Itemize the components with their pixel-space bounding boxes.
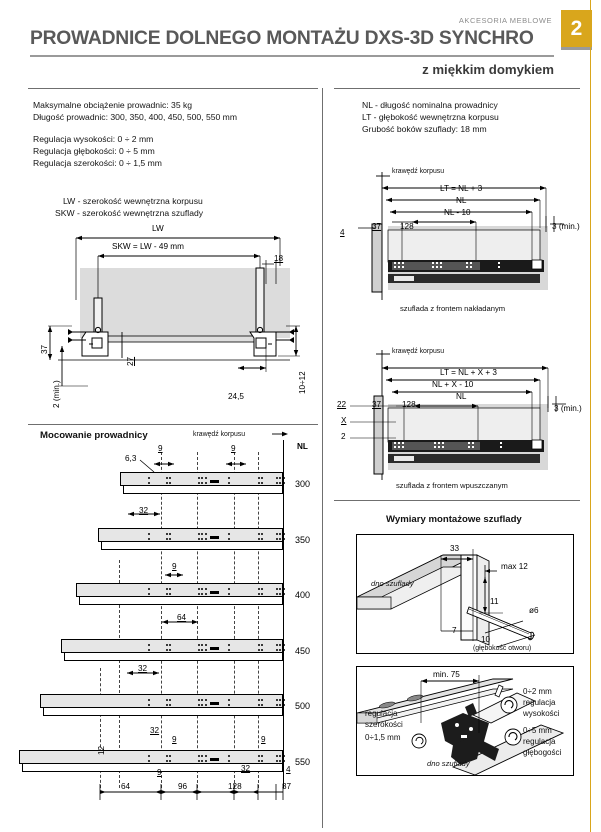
mounting-hole bbox=[201, 644, 203, 646]
mounting-hole bbox=[205, 482, 207, 484]
nl-value: 450 bbox=[295, 645, 311, 656]
dim-3min-overlay: 3 (min.) bbox=[552, 222, 580, 231]
nl-value: 400 bbox=[295, 590, 311, 600]
label-hole-depth: (głębokość otworu) bbox=[473, 645, 532, 652]
rail-row bbox=[61, 639, 283, 663]
mounting-hole bbox=[261, 538, 263, 540]
rail-marking bbox=[210, 702, 219, 705]
rail-row bbox=[76, 583, 283, 607]
mounting-hole bbox=[148, 760, 150, 762]
dim-32-bottom: 32 bbox=[241, 764, 251, 773]
dim-128-bottom: 128 bbox=[228, 782, 242, 791]
mounting-hole bbox=[258, 482, 260, 484]
mounting-hole bbox=[261, 699, 263, 701]
rail-row bbox=[120, 472, 283, 496]
adj-depth-value: 0÷5 mm bbox=[523, 726, 552, 735]
mounting-hole bbox=[258, 755, 260, 757]
mounting-hole bbox=[258, 533, 260, 535]
dim-9-r2: 9 bbox=[172, 562, 177, 571]
mounting-hole bbox=[169, 538, 171, 540]
dim-4-bottom: 4 bbox=[286, 765, 291, 774]
mounting-hole bbox=[228, 538, 230, 540]
spec-adj-width: Regulacja szerokości: 0 ÷ 1,5 mm bbox=[33, 158, 162, 168]
mounting-hole bbox=[279, 538, 281, 540]
rail-profile-upper bbox=[61, 639, 283, 653]
dim-64-r3: 64 bbox=[177, 613, 187, 622]
mounting-hole bbox=[201, 593, 203, 595]
rail-row bbox=[98, 528, 283, 552]
spec-lt-def: LT - głębokość wewnętrzna korpusu bbox=[362, 112, 499, 122]
mounting-hole bbox=[166, 477, 168, 479]
dim-nl10-overlay: NL - 10 bbox=[444, 208, 471, 217]
label-edge-overlay: krawędź korpusu bbox=[392, 168, 445, 175]
mounting-hole bbox=[205, 704, 207, 706]
mounting-hole bbox=[198, 699, 200, 701]
mounting-hole bbox=[261, 755, 263, 757]
mounting-title: Mocowanie prowadnicy bbox=[40, 430, 148, 441]
chapter-badge: 2 bbox=[561, 10, 592, 47]
mounting-hole bbox=[148, 533, 150, 535]
mounting-hole bbox=[169, 704, 171, 706]
rail-profile-upper bbox=[120, 472, 283, 486]
mounting-hole bbox=[228, 699, 230, 701]
mounting-hole bbox=[205, 477, 207, 479]
mounting-hole bbox=[261, 533, 263, 535]
divider-top-left bbox=[28, 88, 318, 89]
mounting-hole bbox=[279, 760, 281, 762]
mounting-hole bbox=[205, 593, 207, 595]
dim-18: 18 bbox=[274, 254, 284, 263]
mounting-hole bbox=[228, 644, 230, 646]
mounting-hole bbox=[276, 699, 278, 701]
mounting-hole bbox=[201, 755, 203, 757]
ref-line-c bbox=[234, 452, 235, 788]
dim-37-bottom: 37 bbox=[282, 782, 292, 791]
mounting-hole bbox=[258, 588, 260, 590]
label-edge-mounting: krawędź korpusu bbox=[193, 431, 246, 438]
nl-value: 300 bbox=[295, 479, 311, 489]
dim-64-r3-line bbox=[160, 617, 220, 627]
dim-9-top-1: 9 bbox=[158, 444, 163, 453]
adj-height-label1: regulacja bbox=[523, 698, 556, 707]
label-edge-inset: krawędź korpusu bbox=[392, 348, 445, 355]
mounting-hole bbox=[198, 482, 200, 484]
mounting-hole bbox=[276, 704, 278, 706]
mounting-hole bbox=[276, 477, 278, 479]
edge-arrow-icon bbox=[272, 429, 290, 439]
legend-skw: SKW - szerokość wewnętrzna szuflady bbox=[55, 208, 204, 218]
mounting-hole bbox=[283, 533, 285, 535]
mounting-hole bbox=[283, 649, 285, 651]
mounting-hole bbox=[258, 704, 260, 706]
mounting-hole bbox=[276, 538, 278, 540]
mounting-hole bbox=[228, 704, 230, 706]
divider-mid-left bbox=[28, 424, 318, 425]
mounting-hole bbox=[205, 699, 207, 701]
dim-2-min: 2 (min.) bbox=[52, 380, 61, 408]
mounting-hole bbox=[283, 644, 285, 646]
mounting-hole bbox=[148, 644, 150, 646]
mounting-hole bbox=[148, 482, 150, 484]
dim-6-3: 6,3 bbox=[125, 454, 137, 463]
divider-top-right bbox=[334, 88, 580, 89]
adj-height-value: 0÷2 mm bbox=[523, 687, 552, 696]
mounting-hole bbox=[198, 649, 200, 651]
caption-overlay: szuflada z frontem nakładanym bbox=[400, 304, 506, 313]
mounting-hole bbox=[169, 699, 171, 701]
mounting-hole bbox=[205, 760, 207, 762]
mounting-hole bbox=[166, 482, 168, 484]
mounting-hole bbox=[201, 477, 203, 479]
nl-column-header: NL bbox=[297, 442, 308, 451]
mounting-hole bbox=[258, 538, 260, 540]
mounting-hole bbox=[166, 533, 168, 535]
mounting-hole bbox=[198, 593, 200, 595]
side-overlay-drawing bbox=[336, 172, 586, 312]
mounting-hole bbox=[261, 760, 263, 762]
spec-side-thickness: Grubość boków szuflady: 18 mm bbox=[362, 124, 487, 134]
mounting-hole bbox=[283, 760, 285, 762]
rail-profile-upper bbox=[40, 694, 283, 708]
dim-37-overlay: 37 bbox=[372, 222, 382, 231]
mounting-hole bbox=[261, 644, 263, 646]
dim-24-5: 24,5 bbox=[228, 392, 244, 401]
mounting-hole bbox=[166, 644, 168, 646]
dim-9-r2-line bbox=[163, 570, 203, 580]
dim-lt-overlay: LT = NL + 3 bbox=[440, 184, 483, 193]
dim-9-bottom: 9 bbox=[157, 768, 162, 777]
mounting-hole bbox=[279, 482, 281, 484]
mounting-hole bbox=[276, 533, 278, 535]
dim-9-top-2: 9 bbox=[231, 444, 236, 453]
mounting-hole bbox=[166, 588, 168, 590]
dim-64-bottom: 64 bbox=[121, 782, 131, 791]
mounting-hole bbox=[276, 593, 278, 595]
mounting-hole bbox=[198, 760, 200, 762]
mounting-hole bbox=[279, 704, 281, 706]
mounting-hole bbox=[169, 477, 171, 479]
mounting-hole bbox=[198, 755, 200, 757]
mounting-hole bbox=[228, 533, 230, 535]
mounting-hole bbox=[198, 644, 200, 646]
mounting-hole bbox=[205, 588, 207, 590]
mounting-hole bbox=[261, 704, 263, 706]
ref-line-d bbox=[258, 452, 259, 788]
spec-max-load: Maksymalne obciążenie prowadnic: 35 kg bbox=[33, 100, 193, 110]
mounting-hole bbox=[201, 538, 203, 540]
mounting-hole bbox=[169, 755, 171, 757]
mounting-hole bbox=[166, 538, 168, 540]
mounting-hole bbox=[205, 538, 207, 540]
label-dno-szuflady-1: dno szuflady bbox=[371, 579, 414, 588]
dim-37: 37 bbox=[40, 344, 49, 354]
mounting-hole bbox=[205, 649, 207, 651]
mounting-hole bbox=[169, 533, 171, 535]
dim-128-overlay: 128 bbox=[400, 222, 414, 231]
adj-width-label1: regulacja bbox=[365, 709, 398, 718]
mounting-hole bbox=[276, 649, 278, 651]
mounting-hole bbox=[228, 755, 230, 757]
dim-x-inset: X bbox=[341, 416, 347, 425]
adj-width-value: 0÷1,5 mm bbox=[365, 733, 401, 742]
dim-min-75: min. 75 bbox=[433, 670, 460, 679]
adj-width-label2: szerokości bbox=[365, 720, 403, 729]
mounting-hole bbox=[201, 699, 203, 701]
dim-32-r5: 32 bbox=[150, 726, 160, 735]
chapter-badge-shadow bbox=[561, 47, 592, 50]
dim-7: 7 bbox=[452, 626, 457, 635]
dim-96-bottom: 96 bbox=[178, 782, 188, 791]
mounting-hole bbox=[205, 644, 207, 646]
bottom-dim-chain bbox=[100, 778, 300, 804]
assembly-panel-2 bbox=[356, 666, 574, 776]
mounting-hole bbox=[276, 755, 278, 757]
mounting-hole bbox=[201, 760, 203, 762]
mounting-hole bbox=[228, 649, 230, 651]
mounting-hole bbox=[228, 482, 230, 484]
dim-11: 11 bbox=[490, 597, 499, 606]
dim-9-callouts bbox=[150, 454, 300, 470]
dim-lw: LW bbox=[152, 224, 164, 233]
page-title: PROWADNICE DOLNEGO MONTAŻU DXS-3D SYNCHRO bbox=[30, 28, 534, 49]
mounting-hole bbox=[166, 704, 168, 706]
dim-nlx10-inset: NL + X - 10 bbox=[432, 380, 474, 389]
page-edge-rule bbox=[590, 0, 591, 832]
dim-27: 27 bbox=[126, 356, 135, 366]
mounting-hole bbox=[261, 482, 263, 484]
rail-profile-lower bbox=[123, 486, 283, 494]
mounting-hole bbox=[228, 588, 230, 590]
mounting-hole bbox=[258, 699, 260, 701]
mounting-hole bbox=[201, 482, 203, 484]
mounting-hole bbox=[201, 588, 203, 590]
mounting-hole bbox=[148, 538, 150, 540]
mounting-hole bbox=[276, 482, 278, 484]
dim-2-inset: 2 bbox=[341, 432, 346, 441]
dim-d6: ø6 bbox=[529, 606, 539, 615]
mounting-hole bbox=[276, 588, 278, 590]
mounting-hole bbox=[228, 477, 230, 479]
mounting-hole bbox=[283, 755, 285, 757]
dim-9-r5: 9 bbox=[172, 735, 177, 744]
dim-32-r1: 32 bbox=[139, 506, 149, 515]
mounting-hole bbox=[258, 477, 260, 479]
mounting-hole bbox=[205, 533, 207, 535]
mounting-hole bbox=[201, 533, 203, 535]
mounting-hole bbox=[279, 533, 281, 535]
rail-profile-lower bbox=[43, 708, 283, 716]
mounting-hole bbox=[276, 644, 278, 646]
dim-128-inset: 128 bbox=[402, 400, 416, 409]
ref-line-edge bbox=[283, 440, 284, 788]
mounting-hole bbox=[228, 760, 230, 762]
mounting-hole bbox=[169, 593, 171, 595]
mounting-hole bbox=[198, 704, 200, 706]
caption-inset: szuflada z frontem wpuszczanym bbox=[396, 481, 508, 490]
adj-depth-label2: głębogości bbox=[523, 748, 562, 757]
mounting-hole bbox=[283, 482, 285, 484]
rail-row bbox=[40, 694, 283, 718]
header-subtitle: z miękkim domykiem bbox=[422, 62, 554, 77]
mounting-hole bbox=[261, 649, 263, 651]
mounting-hole bbox=[198, 588, 200, 590]
mounting-hole bbox=[258, 760, 260, 762]
mounting-hole bbox=[166, 649, 168, 651]
assembly-title: Wymiary montażowe szuflady bbox=[386, 514, 522, 525]
mounting-hole bbox=[166, 755, 168, 757]
rail-marking bbox=[210, 758, 219, 761]
nl-value: 500 bbox=[295, 701, 311, 711]
spec-lengths: Długość prowadnic: 300, 350, 400, 450, 500, 550 mm bbox=[33, 112, 237, 122]
mounting-hole bbox=[283, 538, 285, 540]
mounting-hole bbox=[169, 760, 171, 762]
rail-profile-upper bbox=[76, 583, 283, 597]
rail-profile-upper bbox=[19, 750, 283, 764]
mounting-hole bbox=[258, 649, 260, 651]
mounting-hole bbox=[283, 477, 285, 479]
column-divider bbox=[322, 88, 323, 828]
mounting-hole bbox=[201, 649, 203, 651]
mounting-hole bbox=[166, 699, 168, 701]
dim-22-inset: 22 bbox=[337, 400, 347, 409]
mounting-hole bbox=[276, 760, 278, 762]
mounting-hole bbox=[148, 755, 150, 757]
dim-max-12: max 12 bbox=[501, 562, 528, 571]
mounting-hole bbox=[279, 649, 281, 651]
mounting-hole bbox=[201, 704, 203, 706]
mounting-hole bbox=[148, 588, 150, 590]
legend-lw: LW - szerokość wewnętrzna korpusu bbox=[63, 196, 203, 206]
dim-nl-inset: NL bbox=[456, 392, 467, 401]
adj-depth-label1: regulacja bbox=[523, 737, 556, 746]
mounting-hole bbox=[198, 538, 200, 540]
spec-adj-depth: Regulacja głębokości: 0 ÷ 5 mm bbox=[33, 146, 155, 156]
mounting-hole bbox=[261, 477, 263, 479]
mounting-hole bbox=[198, 477, 200, 479]
mounting-hole bbox=[166, 760, 168, 762]
mounting-hole bbox=[279, 644, 281, 646]
mounting-hole bbox=[279, 699, 281, 701]
spec-nl-def: NL - długość nominalna prowadnicy bbox=[362, 100, 498, 110]
mounting-hole bbox=[279, 477, 281, 479]
header-rule bbox=[30, 55, 554, 57]
mounting-hole bbox=[279, 755, 281, 757]
dim-10: 10 bbox=[481, 635, 491, 644]
dim-37-inset: 37 bbox=[372, 400, 382, 409]
dim-lt-inset: LT = NL + X + 3 bbox=[440, 368, 497, 377]
rail-profile-upper bbox=[98, 528, 283, 542]
mounting-hole bbox=[279, 588, 281, 590]
mounting-hole bbox=[166, 593, 168, 595]
mounting-hole bbox=[258, 644, 260, 646]
mounting-hole bbox=[198, 533, 200, 535]
mounting-hole bbox=[148, 593, 150, 595]
nl-value: 350 bbox=[295, 534, 311, 545]
mounting-hole bbox=[205, 755, 207, 757]
mounting-hole bbox=[283, 593, 285, 595]
dim-4-overlay: 4 bbox=[340, 228, 345, 237]
adj-height-label2: wysokości bbox=[523, 709, 560, 718]
divider-mid-right bbox=[334, 500, 580, 501]
mounting-hole bbox=[258, 593, 260, 595]
rail-profile-lower bbox=[101, 542, 283, 550]
label-dno-szuflady-2: dno szuflady bbox=[427, 759, 470, 768]
dim-32-r4-line bbox=[125, 668, 185, 678]
mounting-hole bbox=[148, 704, 150, 706]
nl-value: 550 bbox=[295, 756, 311, 767]
mounting-hole bbox=[148, 699, 150, 701]
dim-32-r1-line bbox=[126, 509, 186, 519]
mounting-hole bbox=[169, 649, 171, 651]
assembly-panel-1 bbox=[356, 534, 574, 654]
mounting-hole bbox=[283, 588, 285, 590]
spec-adj-height: Regulacja wysokości: 0 ÷ 2 mm bbox=[33, 134, 154, 144]
dim-33: 33 bbox=[450, 544, 460, 553]
dim-10-12: 10÷12 bbox=[298, 371, 307, 394]
mounting-hole bbox=[261, 593, 263, 595]
rail-marking bbox=[210, 591, 219, 594]
mounting-hole bbox=[228, 593, 230, 595]
dim-skw: SKW = LW - 49 mm bbox=[112, 242, 184, 251]
dim-nl-overlay: NL bbox=[456, 196, 467, 205]
dim-3min-inset: 3 (min.) bbox=[554, 404, 582, 413]
mounting-hole bbox=[148, 477, 150, 479]
rail-marking bbox=[210, 647, 219, 650]
mounting-hole bbox=[169, 588, 171, 590]
rail-profile-lower bbox=[79, 597, 283, 605]
mounting-hole bbox=[169, 644, 171, 646]
mounting-hole bbox=[148, 649, 150, 651]
rail-marking bbox=[210, 480, 219, 483]
rail-marking bbox=[210, 536, 219, 539]
mounting-hole bbox=[279, 593, 281, 595]
mounting-hole bbox=[261, 588, 263, 590]
dim-12-r6: 12 bbox=[97, 745, 106, 755]
rail-profile-lower bbox=[64, 653, 283, 661]
mounting-hole bbox=[169, 482, 171, 484]
dim-32-r4: 32 bbox=[138, 664, 148, 673]
mounting-hole bbox=[283, 699, 285, 701]
header-kicker: AKCESORIA MEBLOWE bbox=[458, 16, 552, 25]
mounting-hole bbox=[283, 704, 285, 706]
dim-9-r5b: 9 bbox=[261, 735, 266, 744]
